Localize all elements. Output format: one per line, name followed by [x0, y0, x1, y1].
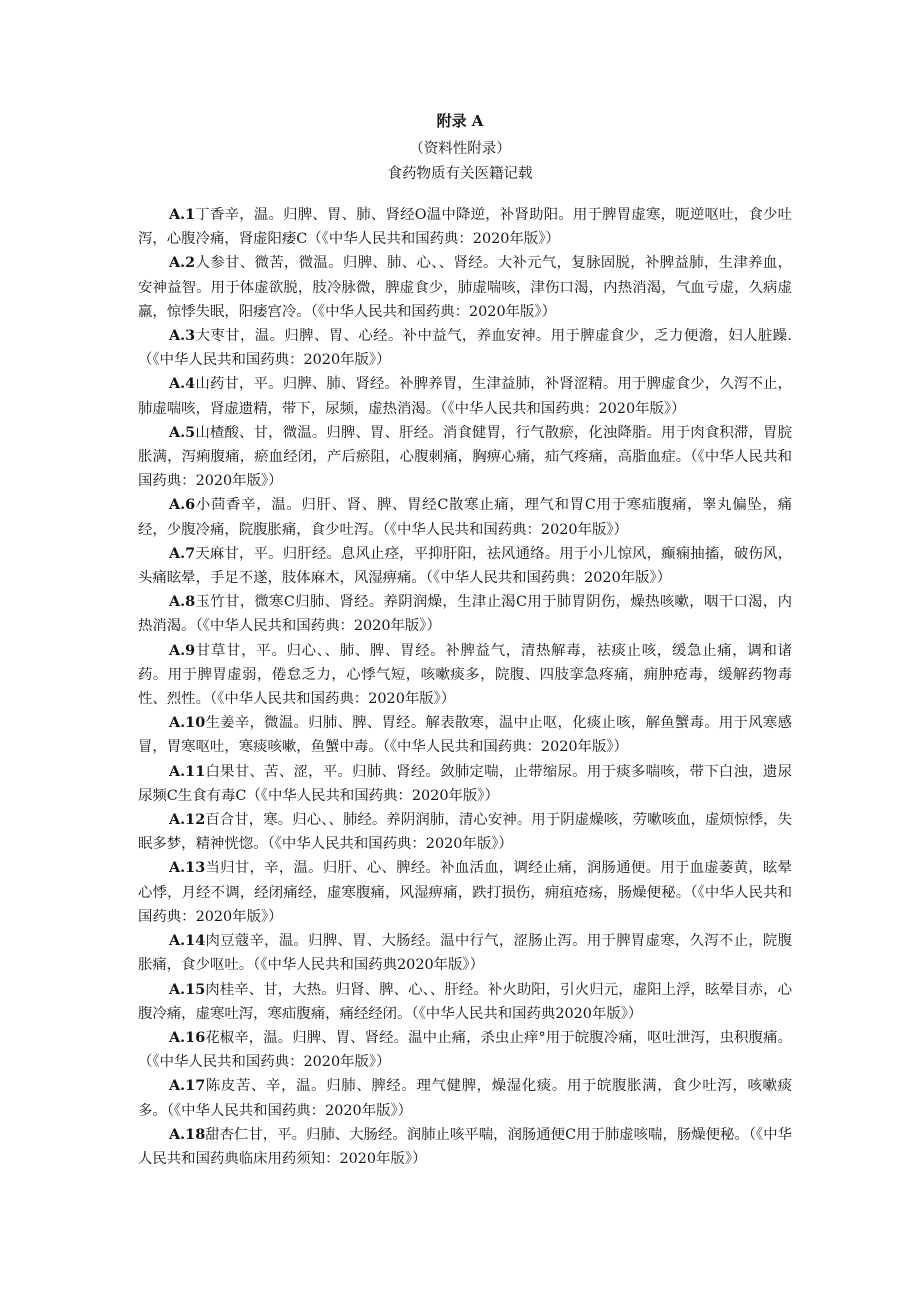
entry-a3: [138, 324, 792, 372]
entry-a10: [138, 711, 792, 759]
entry-number: A.17: [169, 1077, 206, 1095]
entry-number: A.10: [169, 714, 206, 732]
entry-a11: [138, 760, 792, 808]
entry-number: A.12: [169, 811, 206, 829]
entry-number: A.8: [169, 593, 196, 611]
appendix-type: （资料性附录）: [409, 141, 511, 157]
entry-a13: [138, 856, 792, 929]
entry-text: 当归甘，辛，温。归肝、心、脾经。补血活血，调经止痛，润肠通便。用于血虚萎黄，眩晕心悸，月经不调，经闭痛经，虚寒腹痛，风湿痹痛，跌打损伤，痈疽疮疡，肠燥便秘。（《中华人民共和国药典：2020年版》）: [138, 860, 792, 925]
entry-number: A.5: [169, 423, 196, 441]
appendix-title: 附录 A: [436, 112, 484, 130]
entry-text: 大枣甘，温。归脾、胃、心经。补中益气，养血安神。用于脾虚食少，乏力便澹，妇人脏躁.（《中华人民共和国药典：2020年版》）: [138, 328, 792, 369]
entry-number: A.11: [169, 762, 206, 780]
entry-number: A.1: [169, 206, 196, 223]
entry-a12: [138, 808, 792, 856]
entry-number: A.4: [169, 375, 196, 393]
entry-number: A.9: [169, 641, 196, 659]
entry-text: 百合甘，寒。归心、、肺经。养阴润肺，清心安神。用于阴虚燥咳，劳嗽咳血，虚烦惊悸，失眠多梦，精神恍惚。（《中华人民共和国药典：2020年版》）: [138, 812, 792, 853]
entry-text: 山楂酸、甘，微温。归脾、胃、肝经。消食健胃，行气散瘀，化浊降脂。用于肉食积滞，胃脘胀满，泻痢腹痛，瘀血经闭，产后瘀阻，心腹刺痛，胸痹心痛，疝气疼痛，高脂血症。（《中华人民共和国药典：2020年版》）: [138, 424, 792, 490]
entry-text: 花椒辛，温。归脾、胃、肾经。温中止痛，杀虫止痒°用于皖腹冷痛，呕吐泄泻，虫积腹痛。（《中华人民共和国药典：2020年版》）: [138, 1029, 792, 1071]
entry-number: A.3: [169, 327, 196, 345]
entry-number: A.13: [169, 859, 206, 877]
entry-text: 人参甘、微苦，微温。归脾、肺、心、、肾经。大补元气，复脉固脱，补脾益肺，生津养血，安神益智。用于体虚欲脱，肢冷脉微，脾虚食少，肺虚喘咳，津伤口渴，内热消渴，气血亏虚，久病虚羸，惊悸失眠，阳痿宫冷。（《中华人民共和国药典：2020年版》）: [138, 255, 792, 320]
entry-text: 白果甘、苦、涩，平。归肺、肾经。敛肺定喘，止带缩尿。用于痰多喘咳，带下白浊，遗尿尿频C生食有毒C（《中华人民共和国药典：2020年版》）: [138, 763, 792, 804]
entry-text: 天麻甘，平。归肝经。息风止痉，平抑肝阳，祛风通络。用于小儿惊风，癫痫抽搐，破伤风，头痛眩晕，手足不遂，肢体麻木，风湿痹痛。（《中华人民共和国药典：2020年版》）: [138, 545, 792, 587]
entry-text: 山药甘，平。归脾、肺、肾经。补脾养胃，生津益肺，补肾涩精。用于脾虚食少，久泻不止，肺虚喘咳，肾虚遗精，带下，尿频，虚热消渴。（《中华人民共和国药典：2020年版》）: [138, 376, 792, 417]
entry-number: A.7: [169, 544, 196, 562]
entry-text: 生姜辛，微温。归肺、脾、胃经。解表散寒，温中止呕，化痰止咳，解鱼蟹毒。用于风寒感冒，胃寒呕吐，寒痰咳嗽，鱼蟹中毒。（《中华人民共和国药典：2020年版》）: [138, 715, 792, 756]
entry-text: 小茴香辛，温。归肝、肾、脾、胃经C散寒止痛，理气和胃C用于寒疝腹痛，睾丸偏坠，痛经，少腹冷痛，院腹胀痛，食少吐泻。（《中华人民共和国药典：2020年版》）: [138, 497, 792, 538]
entry-a7: [138, 542, 792, 590]
entry-a9: [138, 639, 792, 712]
appendix-subject: 食药物质有关医籍记载: [387, 166, 533, 182]
entry-a4: [138, 372, 792, 420]
entry-a6: [138, 493, 792, 541]
entry-text: 甜杏仁甘，平。归肺、大肠经。润肺止咳平喘，润肠通便C用于肺虚咳喘，肠燥便秘。（《中华人民共和国药典临床用药须知：2020年版》）: [138, 1126, 792, 1167]
entry-number: A.6: [169, 496, 196, 514]
entry-a2: [138, 251, 792, 324]
entry-number: A.2: [169, 254, 196, 272]
entry-number: A.14: [169, 932, 206, 950]
entry-number: A.15: [169, 980, 206, 998]
entry-text: 肉豆蔻辛，温。归脾、胃、大肠经。温中行气，涩肠止泻。用于脾胃虚寒，久泻不止，院腹胀痛，食少呕吐。（《中华人民共和国药典2020年版》）: [138, 933, 792, 974]
entry-text: 丁香辛，温。归脾、胃、肺、肾经O温中降逆，补肾助阳。用于脾胃虚寒，呃逆呕吐，食少吐泻，心腹冷痛，肾虚阳痿C（《中华人民共和国药典：2020年版》）: [138, 207, 792, 248]
entry-number: A.18: [169, 1125, 206, 1143]
entry-a18: [138, 1123, 792, 1171]
entry-text: 甘草甘，平。归心、、肺、脾、胃经。补脾益气，清热解毒，祛痰止咳，缓急止痛，调和诸药。用于脾胃虚弱，倦怠乏力，心悸气短，咳嗽痰多，院腹、四肢挛急疼痛，痈肿疮毒，缓解药物毒性、烈性。（《中华人民共和国药典：2020年版》）: [138, 642, 792, 708]
entry-a15: [138, 978, 792, 1026]
entry-a8: [138, 590, 792, 638]
entry-a1: [138, 203, 792, 251]
entry-text: 玉竹甘，微寒C归肺、肾经。养阴润燥，生津止渴C用于肺胃阴伤，燥热咳嗽，咽干口渴，内热消渴。（《中华人民共和国药典：2020年版》）: [138, 594, 792, 635]
entry-number: A.16: [169, 1028, 206, 1046]
entry-a14: [138, 929, 792, 977]
entry-a5: [138, 421, 792, 494]
entry-a17: [138, 1074, 792, 1122]
entry-text: 肉桂辛、甘，大热。归肾、脾、心、、肝经。补火助阳，引火归元，虚阳上浮，眩晕目赤，心腹冷痛，虚寒吐泻，寒疝腹痛，痛经经闭。（《中华人民共和国药典2020年版》）: [138, 981, 792, 1022]
entry-a16: [138, 1026, 792, 1074]
entry-text: 陈皮苦、辛，温。归肺、脾经。理气健脾，燥湿化痰。用于皖腹胀满，食少吐泻，咳嗽痰多。（《中华人民共和国药典：2020年版》）: [138, 1078, 792, 1119]
entry-list: [138, 203, 792, 1171]
